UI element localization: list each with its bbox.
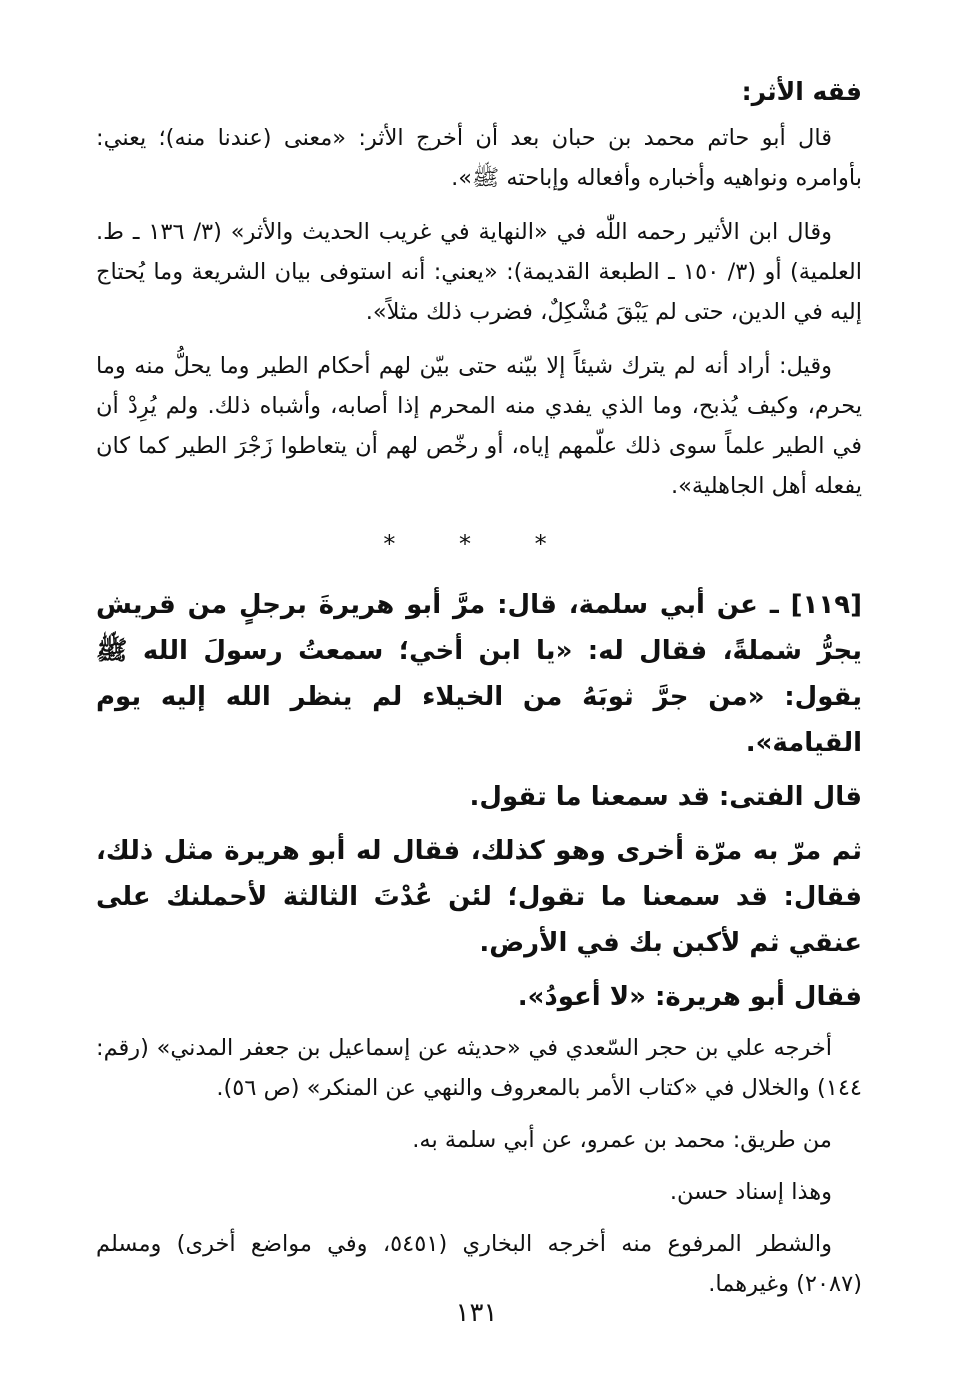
page-body bbox=[96, 70, 862, 1316]
hadith-second-pass: ثم مرّ به مرّة أخرى وهو كذلك، فقال له أبو هريرة مثل ذلك، فقال: قد سمعنا ما تقول؛ لئن عُدْتَ الثالثة لأحملنك على عنقي ثم لأكبن بك في الأرض. bbox=[96, 836, 862, 958]
hadith-text: [١١٩] ـ عن أبي سلمة، قال: مرَّ أبو هريرةَ برجلٍ من قريش يجرُّ شملةً، فقال له: «يا ابن أخي؛ سمعتُ رسولَ الله ﷺ يقول: «من جرَّ ثوبَهُ من الخيلاء لم ينظر الله إليه يوم القيامة». bbox=[96, 590, 862, 758]
section-heading: فقه الأثر: bbox=[741, 77, 862, 106]
paragraph-wa-qila: وقيل: أراد أنه لم يترك شيئاً إلا بيّنه حتى بيّن لهم أحكام الطير وما يحلُّ منه وما يحرم، وكيف يُذبح، وما الذي يفدي منه المحرم إذا أصابه، وأشباه ذلك. ولم يُرِدْ أن في الطير علماً سوى ذلك علّمهم إياه، أو رخّص لهم أن يتعاطوا زَجْرَ الطير كما كان يفعله أهل الجاهلية». bbox=[96, 353, 862, 499]
hadith-fata-reply: قال الفتى: قد سمعنا ما تقول. bbox=[469, 782, 862, 812]
paragraph-ibn-hibban: قال أبو حاتم محمد بن حبان بعد أن أخرج الأثر: «معنى (عندنا منه)؛ يعني: بأوامره ونواهيه وأخباره وأفعاله وإباحته ﷺ». bbox=[96, 125, 862, 191]
takhrij-source: أخرجه علي بن حجر السّعدي في «حديثه عن إسماعيل بن جعفر المدني» (رقم: ١٤٤) والخلال في «كتاب الأمر بالمعروف والنهي عن المنكر» (ص ٥٦). bbox=[96, 1035, 862, 1101]
paragraph-ibn-al-athir: وقال ابن الأثير رحمه اللّٰه في «النهاية في غريب الحديث والأثر» (٣/ ١٣٦ ـ ط. العلمية) أو (٣/ ١٥٠ ـ الطبعة القديمة): «يعني: أنه استوفى بيان الشريعة وما يُحتاج إليه في الدين، حتى لم يَبْقَ مُشْكِلٌ، فضرب ذلك مثلاً». bbox=[96, 219, 863, 325]
takhrij-grade: وهذا إسناد حسن. bbox=[669, 1179, 832, 1205]
takhrij-chain: من طريق: محمد بن عمرو، عن أبي سلمة به. bbox=[412, 1127, 832, 1153]
section-separator: * * * bbox=[383, 530, 575, 558]
takhrij-marfu: والشطر المرفوع منه أخرجه البخاري (٥٤٥١، وفي مواضع أخرى) ومسلم (٢٠٨٧) وغيرهما. bbox=[96, 1231, 862, 1297]
hadith-abu-hurayra-reply: فقال أبو هريرة: «لا أعودُ». bbox=[517, 982, 862, 1012]
page-number: ١٣١ bbox=[455, 1298, 498, 1328]
